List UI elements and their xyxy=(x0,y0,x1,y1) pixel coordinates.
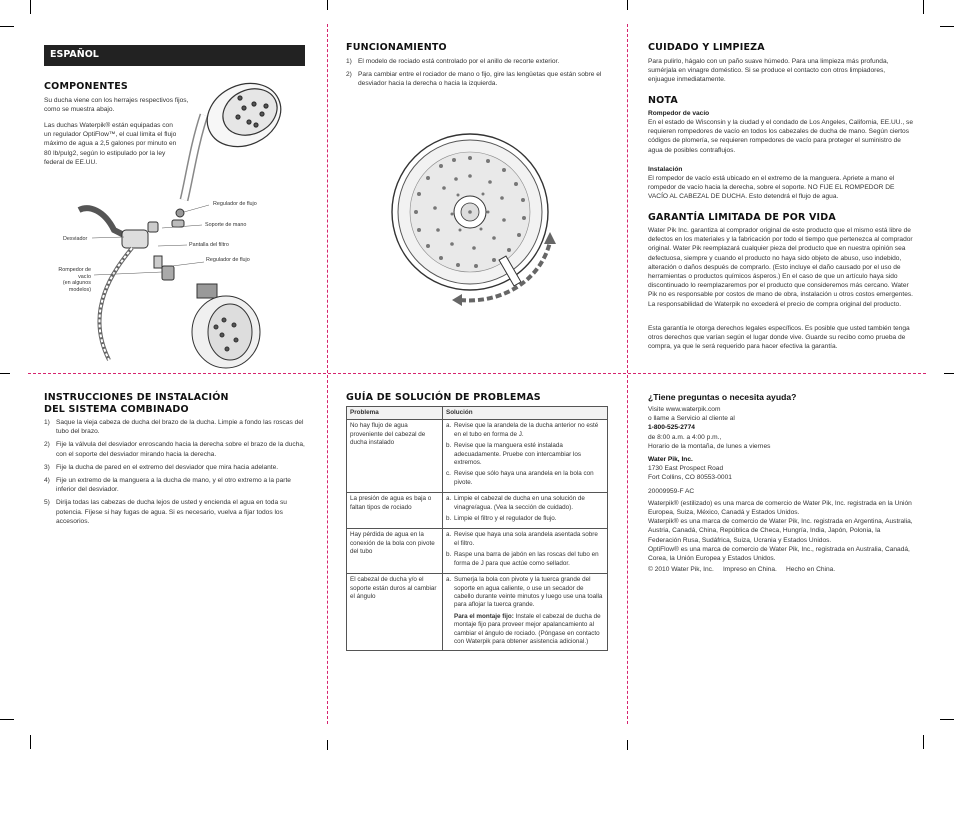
list-item: 1) Saque la vieja cabeza de ducha del brazo de la ducha. Limpie a fondo las roscas del tubo del brazo. xyxy=(44,419,304,436)
crop-mark xyxy=(940,26,954,27)
funcionamiento-title: FUNCIONAMIENTO xyxy=(346,42,447,53)
componentes-regulator-text: Las duchas Waterpik® están equipadas con un regulador OptiFlow™, el cual limita el flujo máximo de agua a 2,5 galones por minuto en 80 lb/pulg2, según lo estipulado por la ley federal de EE.UU. xyxy=(44,122,177,166)
ayuda-title: ¿Tiene preguntas o necesita ayuda? xyxy=(648,392,797,402)
crop-mark xyxy=(327,740,328,750)
garantia-rights-text: Esta garantía le otorga derechos legales específicos. Es posible que usted también tenga otros derechos que varían según el lugar donde vive. Guarde su recibo como prueba de compra, ya que le será requerido para hacer efectiva la garantía. xyxy=(648,325,910,351)
list-item: 2) Para cambiar entre el rociador de mano o fijo, gire las lengüetas que están sobre el desviador hacia la derecha o hacia la izquierda. xyxy=(346,71,602,88)
nota-title: NOTA xyxy=(648,95,678,106)
ayuda-contact: Visite www.waterpik.com o llame a Servicio al cliente al 1-800-525-2774 de 8:00 a.m. a 4:00 p.m., Horario de la montaña, de lunes a viernes Water Pik, Inc. 1730 East Prospect Road Fort Collins, CO 80553-0001 20009959-F AC Waterpik® (estilizado) es una marca de comercio de Water Pik, Inc. registrada en la Unión Europea, Suiza, México, Canadá y Estados Unidos. Waterpik® es una marca de comercio de Water Pik, Inc. registrada en Argentina, Australia, Austria, Canadá, China, República de Checa, Hungría, India, Japón, Polonia, la Federación Rusa, Sudáfrica, Suiza, Ucrania y Estados Unidos. OptiFlow® es una marca de comercio de Water Pik, Inc., registrada en Australia, Canadá, Corea, la Unión Europea y Estados Unidos. © 2010 Water Pik, Inc. Impreso en China. Hecho en China. xyxy=(648,406,913,574)
list-item: 4) Fije un extremo de la manguera a la ducha de mano, y el otro extremo a la parte inferior del desviador. xyxy=(44,477,291,494)
flow-regulator-part xyxy=(176,209,184,217)
language-label: ESPAÑOL xyxy=(50,49,99,60)
vacuum-breaker-part xyxy=(162,266,174,280)
componentes-intro: Su ducha viene con los herrajes respectivos fijos, como se muestra abajo. xyxy=(44,97,189,114)
problem-cell: Hay pérdida de agua en la conexión de la bola con pivote del tubo xyxy=(347,529,443,574)
label-vacuum-breaker: Rompedor de vacío (en algunos modelos) xyxy=(58,267,91,293)
column-header-problem: Problema xyxy=(347,407,443,420)
hose xyxy=(99,248,132,360)
diverter-part xyxy=(122,230,148,248)
nota-vacuum-text: En el estado de Wisconsin y la ciudad y el condado de Los Angeles, California, EE.UU., se requieren rompedores de vacío en todos los cabezales de ducha de mano. Según ciertos códigos de plomería, se requieren rompedores de vacío para proteger el suministro de agua de posibles contraflujos. xyxy=(648,119,913,154)
phone-number: 1-800-525-2774 xyxy=(648,424,695,432)
problem-cell: El cabezal de ducha y/o el soporte están duros al cambiar el ángulo xyxy=(347,574,443,651)
table-row xyxy=(347,493,608,529)
nota-sub-vacuum-breaker: Rompedor de vacío xyxy=(648,110,710,117)
cuidado-title: CUIDADO Y LIMPIEZA xyxy=(648,42,765,53)
solution-cell: a. Sumerja la bola con pivote y la tuerca grande del soporte en agua caliente, o use un secador de cabello durante veinte minutos y luego use una toalla para aflojar la tuerca grande. Para el montaje fijo: Instale el cabezal de ducha de montaje fijo para proveer mejor apalancamiento al cambiar el ángulo de rociado. (Póngase en contacto con Waterpik para obtener asistencia adicional.) xyxy=(443,574,608,651)
fixed-shower-illustration xyxy=(192,284,260,368)
nota-installation-text: El rompedor de vacío está ubicado en el extremo de la manguera. Apriete a mano el rompedor de vacío hacia la derecha, sobre el soporte. NO FIJE EL ROMPEDOR DE VACÍO AL CABEZAL DE DUCHA. Esto detendrá el flujo de agua. xyxy=(648,175,895,201)
crop-mark xyxy=(327,0,328,10)
crop-mark xyxy=(923,735,924,749)
crop-mark xyxy=(627,0,628,10)
trademark-1: Waterpik® (estilizado) es una marca de comercio de Water Pik, Inc. registrada en la Unión Europea, Suiza, México, Canadá y Estados Unidos. xyxy=(648,499,912,517)
instrucciones-title: INSTRUCCIONES DE INSTALACIÓN DEL SISTEMA COMBINADO xyxy=(44,392,229,415)
crop-mark xyxy=(30,735,31,749)
troubleshooting-table xyxy=(346,406,608,651)
components-diagram xyxy=(44,70,324,370)
label-flow-regulator-top: Regulador de flujo xyxy=(213,201,257,207)
table-row xyxy=(347,529,608,574)
cuidado-text: Para pulirlo, hágalo con un paño suave húmedo. Para una limpieza más profunda, sumérjala en vinagre doméstico. Si se produce el contacto con otros limpiadores, enjuague inmediatamente. xyxy=(648,58,889,84)
list-item: 2) Fije la válvula del desviador enroscando hacia la derecha sobre el brazo de la ducha, con el soporte del desviador mirando hacia la derecha. xyxy=(44,441,305,458)
crop-mark xyxy=(940,719,954,720)
column-header-solution: Solución xyxy=(443,407,608,420)
table-header-row xyxy=(347,407,608,420)
fold-line xyxy=(327,24,328,724)
crop-mark xyxy=(944,373,954,374)
website-link[interactable]: Visite www.waterpik.com xyxy=(648,406,721,413)
trademark-2: Waterpik® es una marca de comercio de Water Pik, Inc. registrada en Argentina, Australia, Austria, Canadá, China, República de Checa, Hungría, India, Japón, Polonia, la Federación Rusa, Sudáfrica, Suiza, Ucrania y Estados Unidos. xyxy=(648,518,913,544)
solution-cell: a. Limpie el cabezal de ducha en una solución de vinagre/agua. (Vea la sección de cuidado). b. Limpie el filtro y el regulador de flujo. xyxy=(443,493,608,529)
problem-cell: No hay flujo de agua proveniente del cabezal de ducha instalado xyxy=(347,420,443,493)
handheld-shower-illustration xyxy=(184,72,291,200)
guia-title: GUÍA DE SOLUCIÓN DE PROBLEMAS xyxy=(346,392,541,403)
crop-mark xyxy=(0,26,14,27)
crop-mark xyxy=(627,740,628,750)
language-header xyxy=(44,45,305,66)
garantia-text: Water Pik Inc. garantiza al comprador original de este producto que el mismo está libre de defectos en los materiales y la fabricación por todo el tiempo que pertenezca al comprador original. Water Pik reemplazará cualquier pieza del producto que en nuestra opinión sea defectuosa, siempre y cuando el producto no haya sido objeto de abuso, uso indebido, alteración o daños después de comprarlo. (Esto incluye el daño causado por el uso de herramientas o productos químicos ásperos.) En el caso de que un artículo haya sido discontinuado lo reemplazaremos por el producto que consideremos más cercano. Water Pik no es responsable por costos de mano de obra, instalación u otros costos emergentes. La responsabilidad de Waterpik no excederá el precio de compra original del producto. xyxy=(648,227,913,308)
copyright: © 2010 Water Pik, Inc. Impreso en China. Hecho en China. xyxy=(648,566,836,574)
crop-mark xyxy=(30,0,31,14)
instrucciones-steps xyxy=(44,418,306,530)
solution-cell: a. Revise que haya una sola arandela asentada sobre el filtro. b. Raspe una barra de jabón en las roscas del tubo en forma de J para que actúe como sellador. xyxy=(443,529,608,574)
garantia-title: GARANTÍA LIMITADA DE POR VIDA xyxy=(648,212,836,223)
crop-mark xyxy=(0,373,10,374)
funcionamiento-steps xyxy=(346,57,608,93)
label-diverter: Desviador xyxy=(63,236,88,242)
list-item: 1) El modelo de rociado está controlado por el anillo de recorte exterior. xyxy=(346,58,560,65)
solution-cell: a. Revise que la arandela de la ducha anterior no esté en el tubo en forma de J. b. Revise que la manguera esté instalada adecuadamente. Pruebe con intercambiar los extremos. c. Revise que sólo haya una arandela en la bola con pivote. xyxy=(443,420,608,493)
label-filter-screen: Pantalla del filtro xyxy=(189,242,229,248)
nota-sub-installation: Instalación xyxy=(648,166,683,173)
fold-line xyxy=(28,373,926,374)
trademark-3: OptiFlow® es una marca de comercio de Water Pik, Inc., registrada en Australia, Canadá, Corea, la Unión Europea y Estados Unidos. xyxy=(648,545,910,563)
componentes-title: COMPONENTES xyxy=(44,81,128,92)
label-flow-regulator-bottom: Regulador de flujo xyxy=(206,257,250,263)
problem-cell: La presión de agua es baja o faltan tipos de rociado xyxy=(347,493,443,529)
list-item: 3) Fije la ducha de pared en el extremo del desviador que mira hacia adelante. xyxy=(44,463,279,471)
document-code: 20009959-F AC xyxy=(648,487,695,495)
spray-face-diagram xyxy=(390,132,570,312)
crop-mark xyxy=(0,719,14,720)
fold-line xyxy=(627,24,628,724)
table-row xyxy=(347,420,608,493)
label-hand-holder: Soporte de mano xyxy=(205,222,247,228)
table-row xyxy=(347,574,608,651)
company-name: Water Pik, Inc. xyxy=(648,456,693,464)
crop-mark xyxy=(923,0,924,14)
list-item: 5) Dirija todas las cabezas de ducha lejos de usted y encienda el agua en toda su potencia. Fíjese si hay fugas de agua. Si es necesario, vuelva a fijar todos los accesorios. xyxy=(44,499,287,525)
